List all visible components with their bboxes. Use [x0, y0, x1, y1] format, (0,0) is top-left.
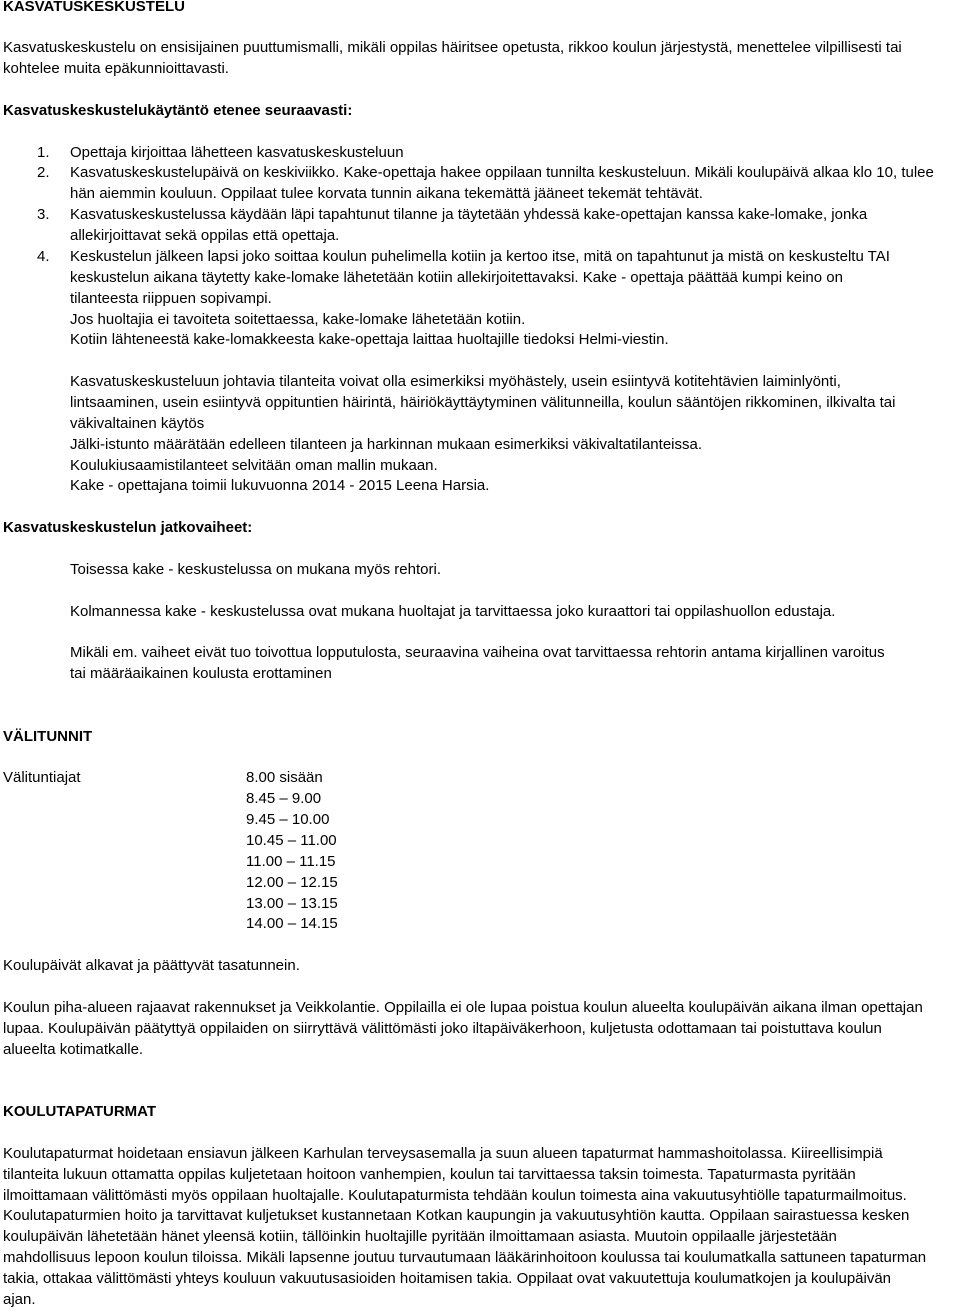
situations-line: Jälki-istunto määrätään edelleen tilanteen ja harkinnan mukaan esimerkiksi väkivaltatilanteissa.	[70, 435, 702, 453]
list-item-continuation: Jos huoltajia ei tavoiteta soitettaessa, kake-lomake lähetetään kotiin.	[70, 310, 526, 328]
grounds-line: Koulun piha-alueen rajaavat rakennukset ja Veikkolantie. Oppilailla ei ole lupaa poistua koulun alueelta koulupäivän aikana ilman opettajan	[3, 998, 923, 1016]
recess-time: 8.45 – 9.00	[246, 790, 322, 808]
recess-time: 10.45 – 11.00	[246, 832, 337, 849]
recess-time: 9.45 – 10.00	[246, 811, 330, 829]
list-item-continuation: allekirjoittavat sekä oppilas että opettaja.	[70, 227, 340, 245]
list-item-text: Kasvatuskeskustelussa käydään läpi tapahtunut tilanne ja täytetään yhdessä kake-opettajan kanssa kake-lomake, jonka	[70, 206, 868, 224]
list-number: 4.	[37, 247, 50, 265]
list-number: 1.	[37, 143, 50, 161]
intro-line: Kasvatuskeskustelu on ensisijainen puuttumismalli, mikäli oppilas häiritsee opetusta, rikkoo koulun järjestystä, menettelee vilpillisesti tai	[3, 39, 902, 57]
list-item-text: Keskustelun jälkeen lapsi joko soittaa koulun puhelimella kotiin ja kertoo itse, mitä on tapahtunut ja mistä on keskusteltu TAI	[70, 247, 890, 265]
procedure-step-2	[0, 163, 960, 184]
procedure-heading: Kasvatuskeskustelukäytäntö etenee seuraavasti:	[3, 101, 353, 119]
followup-item: Mikäli em. vaiheet eivät tuo toivottua lopputulosta, seuraavina vaiheina ovat tarvittaessa rehtorin antama kirjallinen varoitus	[70, 644, 885, 662]
accidents-line: ajan.	[3, 1290, 36, 1308]
followup-heading: Kasvatuskeskustelun jatkovaiheet:	[3, 519, 253, 537]
followup-item: Toisessa kake - keskustelussa on mukana myös rehtori.	[70, 560, 441, 578]
accidents-line: koulupäivän lähetetään hänet yleensä kotiin, tällöinkin huoltajille pyritään ilmoittamaan asiasta. Muutoin oppilaalle järjestetään	[3, 1228, 837, 1246]
list-item-text: Opettaja kirjoittaa lähetteen kasvatuskeskusteluun	[70, 143, 404, 161]
recess-time: 13.00 – 13.15	[246, 894, 338, 912]
list-item-continuation: keskustelun aikana täytetty kake-lomake lähetetään kotiin allekirjoitettavaksi. Kake - opettaja päättää kumpi keino on	[70, 268, 843, 286]
situations-line: Kake - opettajana toimii lukuvuonna 2014 - 2015 Leena Harsia.	[70, 477, 490, 495]
list-number: 2.	[37, 164, 50, 182]
procedure-step-4	[0, 247, 960, 268]
accidents-line: tilanteita lukuun ottamatta oppilas kuljetetaan hoitoon vanhempien, koulun tai tarvittaessa taksin toimesta. Tapaturmasta pyritään	[3, 1165, 856, 1183]
list-item-text: Kasvatuskeskustelupäivä on keskiviikko. Kake-opettaja hakee oppilaan tunnilta keskusteluun. Mikäli koulupäivä alkaa klo 10, tulee	[70, 164, 934, 182]
accidents-line: takia, ottakaa välittömästi yhteys kouluun vakuutusasioiden hoitamisen takia. Oppilaat ovat vakuutettuja koulumatkojen ja koulupäivän	[3, 1270, 892, 1288]
accidents-line: ilmoittamaan välittömästi myös oppilaan huoltajalle. Koulutapaturmista tehdään koulun toimesta aina vakuutusyhtiölle tapaturmailmoitus.	[3, 1186, 907, 1204]
recess-note: Koulupäivät alkavat ja päättyvät tasatunnein.	[3, 957, 300, 975]
accidents-line: Koulutapaturmat hoidetaan ensiavun jälkeen Karhulan terveysasemalla ja suun alueen tapaturmat hammashoitolassa. Kiireellisimpiä	[3, 1144, 883, 1162]
recess-time-row	[0, 768, 960, 789]
recess-time: 12.00 – 12.15	[246, 873, 338, 891]
recess-time: 8.00 sisään	[246, 769, 323, 787]
accidents-line: Koulutapaturmien hoito ja tarvittavat kuljetukset kustannetaan Kotkan kaupungin ja vakuutusyhtiön kautta. Oppilaan sairastuessa kesken	[3, 1207, 910, 1225]
accidents-line: mahdollisuus lepoon koulun tiloissa. Mikäli lapsenne joutuu turvautumaan lääkärinhoitoon koulussa tai koulumatkalla sattuneen tapaturman	[3, 1249, 927, 1267]
recess-heading: VÄLITUNNIT	[3, 727, 93, 745]
recess-time: 11.00 – 11.15	[246, 852, 336, 870]
procedure-step-3	[0, 205, 960, 226]
intro-line: kohtelee muita epäkunnioittavasti.	[3, 60, 229, 78]
accidents-heading: KOULUTAPATURMAT	[3, 1103, 157, 1121]
followup-item-continuation: tai määräaikainen koulusta erottaminen	[70, 665, 332, 683]
situations-line: väkivaltainen käytös	[70, 414, 205, 432]
list-item-continuation: tilanteesta riippuen sopivampi.	[70, 289, 272, 307]
situations-line: Koulukiusaamistilanteet selvitään oman mallin mukaan.	[70, 456, 438, 474]
list-number: 3.	[37, 206, 50, 224]
grounds-line: alueelta kotimatkalle.	[3, 1040, 144, 1058]
grounds-line: lupaa. Koulupäivän päätyttyä oppilaiden on siirryttävä välittömästi joko iltapäiväkerhoon, kuljetusta odottamaan tai poistuttava koulun	[3, 1019, 882, 1037]
list-item-continuation: Kotiin lähteneestä kake-lomakkeesta kake-opettaja laittaa huoltajille tiedoksi Helmi-viestin.	[70, 331, 669, 349]
recess-time: 14.00 – 14.15	[246, 915, 338, 933]
situations-line: Kasvatuskeskusteluun johtavia tilanteita voivat olla esimerkiksi myöhästely, usein esiintyvä kotitehtävien laiminlyönti,	[70, 373, 841, 391]
document-title: KASVATUSKESKUSTELU	[3, 0, 185, 15]
list-item-continuation: hän aiemmin kouluun. Oppilaat tulee korvata tunnin aikana tekemättä jääneet tekemät tehtävät.	[70, 185, 703, 203]
recess-times-label: Välituntiajat	[3, 769, 81, 787]
situations-line: lintsaaminen, usein esiintyvä oppituntien häirintä, häiriökäyttäytyminen välitunneilla, koulun sääntöjen rikkominen, ilkivalta tai	[70, 393, 896, 411]
followup-item: Kolmannessa kake - keskustelussa ovat mukana huoltajat ja tarvittaessa joko kuraattori tai oppilashuollon edustaja.	[70, 602, 836, 620]
procedure-step-1	[0, 143, 960, 164]
